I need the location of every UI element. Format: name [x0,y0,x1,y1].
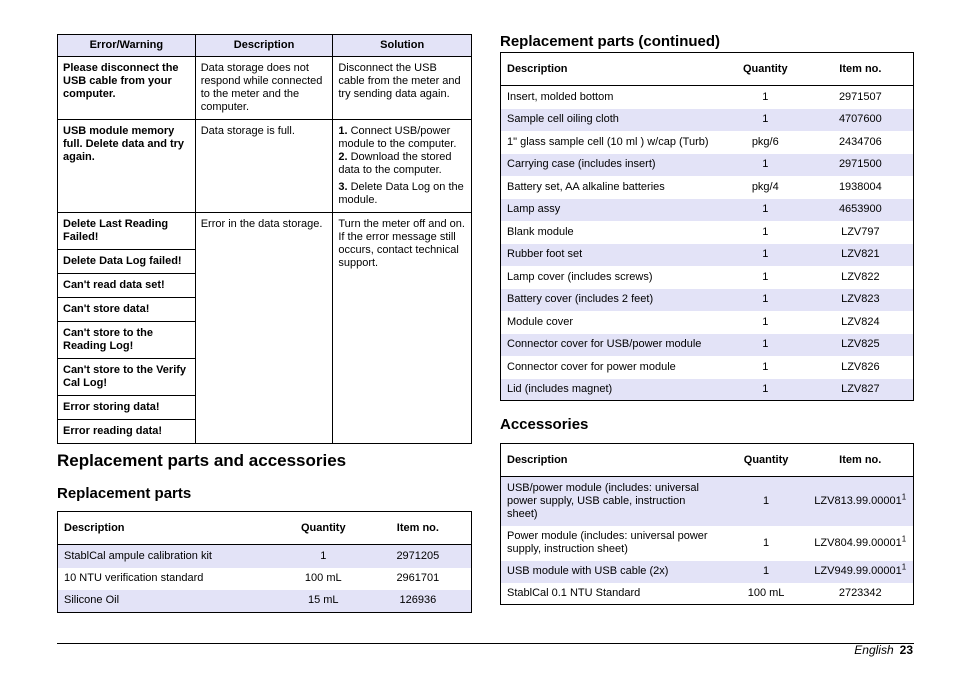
quantity-cell: 1 [762,225,769,238]
table-row [58,120,472,213]
description-cell: Module cover [507,315,574,328]
table-row [501,583,914,605]
quantity-cell: 1 [723,244,808,266]
item-number-cell: 4653900 [808,199,914,221]
table-row [501,334,914,356]
item-number-cell: 2971507 [838,90,882,103]
column-header: Description [501,444,725,477]
table-row [58,213,472,250]
page-number: 23 [899,643,913,657]
description-cell: Sample cell oiling cloth [501,109,723,131]
error-table [57,34,472,444]
description-cell: Lid (includes magnet) [501,379,723,401]
column-header: Quantity [723,53,808,86]
replacement-parts-continued-title: Replacement parts (continued) [500,33,721,50]
item-number-cell: 4707600 [808,109,914,131]
table-row [501,109,914,131]
table-row [501,221,914,244]
table-row [501,289,914,311]
description-cell: Lamp cover (includes screws) [507,270,653,283]
quantity-cell: 1 [723,289,808,311]
table-row [501,131,914,154]
item-number-cell: 2723342 [838,586,882,599]
solution-step: 2. Download the stored data to the computer. [338,151,452,176]
quantity-cell: 1 [723,109,808,131]
description-cell: Battery set, AA alkaline batteries [507,180,665,193]
description-cell: Insert, molded bottom [507,90,614,103]
footnote-marker: 1 [901,562,907,572]
quantity-cell: 1 [723,334,808,356]
item-number-cell: LZV827 [808,379,914,401]
quantity-cell: pkg/4 [751,180,779,193]
item-number-cell: LZV822 [841,270,880,283]
description-cell: Connector cover for USB/power module [501,334,723,356]
item-number-cell: LZV826 [841,360,880,373]
table-row [501,154,914,176]
item-number-cell: 2971500 [808,154,914,176]
table-row [501,526,914,561]
item-number-cell: 1938004 [838,180,882,193]
item-number-cell: 2434706 [838,135,882,148]
description-cell: Carrying case (includes insert) [501,154,723,176]
footer-language: English [854,643,894,657]
table-row [501,379,914,401]
quantity-cell: 1 [763,536,770,549]
description-cell: Power module (includes: universal power supply, instruction sheet) [507,530,708,555]
quantity-cell: 1 [723,379,808,401]
solution-step: 1. Connect USB/power module to the computer. [338,125,457,150]
description-cell: Data storage is full. [195,120,333,213]
error-cell: Delete Last Reading Failed! [58,213,196,250]
footer [854,643,913,657]
solution-step: 3. Delete Data Log on the module. [338,181,464,206]
column-header: Item no. [808,53,914,86]
solution-cell: Turn the meter off and on. If the error message still occurs, contact technical support. [333,213,472,444]
table-row [501,311,914,334]
error-cell: USB module memory full. Delete data and try again. [58,120,196,213]
table-row [501,86,914,109]
column-header: Description [501,53,723,86]
item-number-cell: LZV797 [841,225,880,238]
item-number-cell: LZV821 [808,244,914,266]
solution-cell: Disconnect the USB cable from the meter and try sending data again. [333,57,472,120]
column-header: Solution [333,35,472,57]
quantity-cell: 1 [725,561,808,583]
error-cell: Please disconnect the USB cable from your computer. [58,57,196,120]
table-row [58,57,472,120]
quantity-cell: 1 [725,477,808,526]
description-cell: USB module with USB cable (2x) [501,561,725,583]
error-cell: Can't store to the Reading Log! [58,322,196,359]
error-cell: Error storing data! [58,396,196,420]
item-number-cell: LZV949.99.00001$^1$ [808,561,914,583]
accessories-title: Accessories [500,416,589,433]
solution-cell [333,120,472,213]
description-cell: Connector cover for power module [507,360,676,373]
quantity-cell: 1 [762,270,769,283]
description-cell: Error in the data storage. [195,213,333,444]
item-number-cell: LZV804.99.00001$^1$ [814,533,907,549]
quantity-cell: 1 [723,154,808,176]
section-title: Replacement parts and accessories [57,451,347,470]
quantity-cell: pkg/6 [751,135,779,148]
error-cell: Can't read data set! [58,274,196,298]
column-header: Error/Warning [58,35,196,57]
error-cell: Can't store to the Verify Cal Log! [58,359,196,396]
quantity-cell: 1 [762,90,769,103]
quantity-cell: 1 [762,360,769,373]
description-cell: Lamp assy [501,199,723,221]
column-header: Description [58,512,282,545]
description-cell: 1" glass sample cell (10 ml ) w/cap (Turb) [507,135,709,148]
table-row [501,199,914,221]
table-row: Silicone Oil 15 mL 126936 [58,590,472,613]
item-number-cell: LZV813.99.00001$^1$ [808,477,914,526]
table-row [501,244,914,266]
replacement-parts-table [57,511,472,613]
item-number-cell: LZV825 [808,334,914,356]
description-cell: Rubber foot set [501,244,723,266]
description-cell: Blank module [507,225,574,238]
column-header: Quantity [282,512,365,545]
description-cell: USB/power module (includes: universal power supply, USB cable, instruction sheet) [501,477,725,526]
description-cell: Battery cover (includes 2 feet) [501,289,723,311]
table-row [501,356,914,379]
column-header: Item no. [808,444,914,477]
description-cell: Data storage does not respond while connected to the meter and the computer. [195,57,333,120]
error-cell: Error reading data! [58,420,196,444]
error-cell: Can't store data! [58,298,196,322]
column-header: Quantity [725,444,808,477]
quantity-cell: 1 [762,315,769,328]
table-row: 10 NTU verification standard 100 mL 2961701 [64,572,440,584]
table-row: StablCal ampule calibration kit 1 2971205 [58,545,472,568]
column-header: Description [195,35,333,57]
footnote-marker: 1 [901,533,907,543]
quantity-cell: 100 mL [747,586,785,599]
item-number-cell: LZV823 [808,289,914,311]
table-row [501,477,914,526]
table-row [501,266,914,289]
item-number-cell: LZV824 [841,315,880,328]
footer-divider [57,643,914,644]
error-cell: Delete Data Log failed! [58,250,196,274]
footnote-marker: 1 [901,492,907,502]
table-row [501,176,914,199]
quantity-cell: 1 [723,199,808,221]
column-header: Item no. [365,512,472,545]
table-row [501,561,914,583]
replacement-parts-continued-table [500,52,914,401]
description-cell: StablCal 0.1 NTU Standard [507,586,641,599]
accessories-table [500,443,914,605]
replacement-parts-title: Replacement parts [57,485,192,502]
